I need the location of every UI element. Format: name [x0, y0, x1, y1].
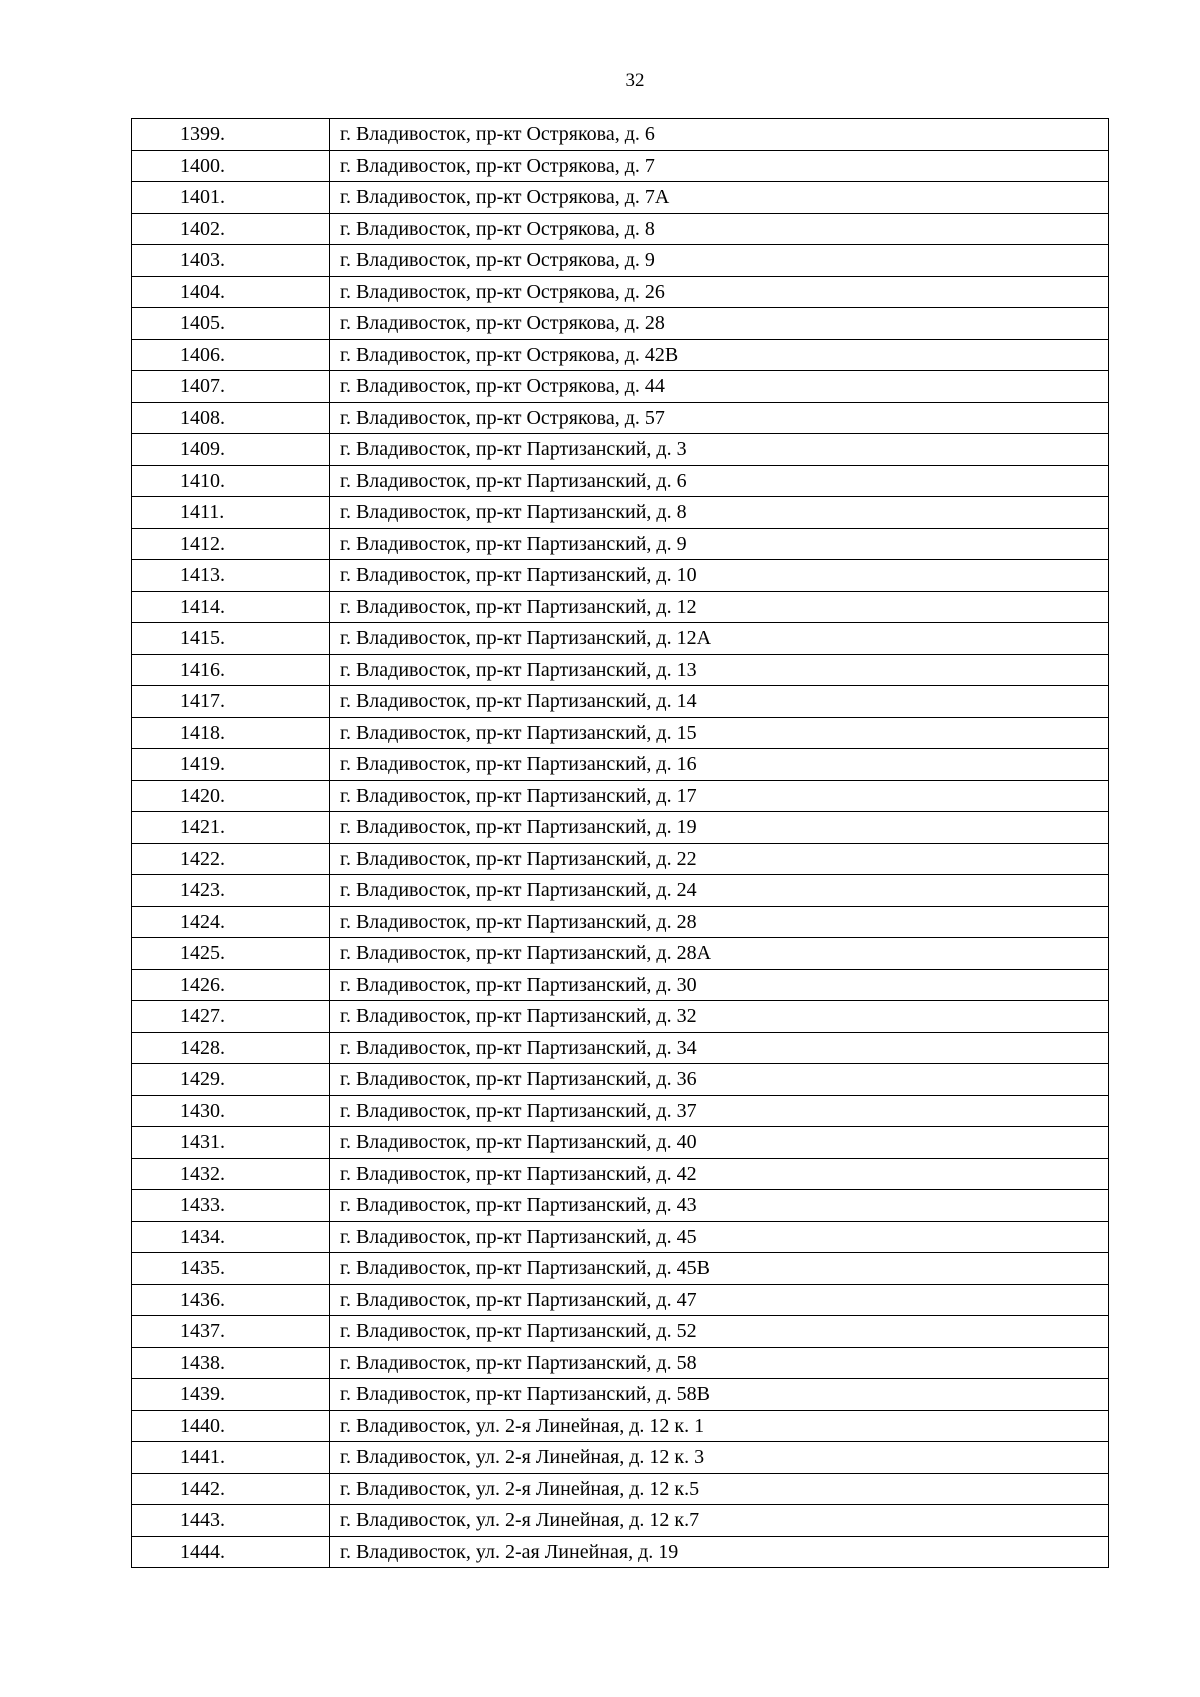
table-row — [132, 150, 1109, 182]
address-cell: г. Владивосток, пр-кт Острякова, д. 9 — [330, 245, 1109, 277]
row-number-cell: 1423. — [132, 875, 330, 907]
address-cell: г. Владивосток, пр-кт Партизанский, д. 32 — [330, 1001, 1109, 1033]
row-number-cell: 1402. — [132, 213, 330, 245]
table-row — [132, 686, 1109, 718]
table-row — [132, 1158, 1109, 1190]
row-number-cell: 1441. — [132, 1442, 330, 1474]
address-cell: г. Владивосток, пр-кт Партизанский, д. 40 — [330, 1127, 1109, 1159]
row-number-cell: 1431. — [132, 1127, 330, 1159]
row-number-cell: 1437. — [132, 1316, 330, 1348]
row-number-cell: 1412. — [132, 528, 330, 560]
address-table-body — [132, 119, 1109, 1568]
address-cell: г. Владивосток, пр-кт Партизанский, д. 58 — [330, 1347, 1109, 1379]
address-cell: г. Владивосток, пр-кт Партизанский, д. 16 — [330, 749, 1109, 781]
address-cell: г. Владивосток, пр-кт Острякова, д. 6 — [330, 119, 1109, 151]
row-number-cell: 1430. — [132, 1095, 330, 1127]
address-cell: г. Владивосток, пр-кт Партизанский, д. 13 — [330, 654, 1109, 686]
address-cell: г. Владивосток, пр-кт Партизанский, д. 52 — [330, 1316, 1109, 1348]
address-cell: г. Владивосток, пр-кт Партизанский, д. 28А — [330, 938, 1109, 970]
table-row — [132, 1127, 1109, 1159]
row-number-cell: 1416. — [132, 654, 330, 686]
table-row — [132, 780, 1109, 812]
address-cell: г. Владивосток, пр-кт Партизанский, д. 42 — [330, 1158, 1109, 1190]
address-cell: г. Владивосток, пр-кт Партизанский, д. 8 — [330, 497, 1109, 529]
table-row — [132, 1379, 1109, 1411]
table-row — [132, 843, 1109, 875]
row-number-cell: 1444. — [132, 1536, 330, 1568]
row-number-cell: 1442. — [132, 1473, 330, 1505]
table-row — [132, 182, 1109, 214]
table-row — [132, 213, 1109, 245]
table-row — [132, 1095, 1109, 1127]
address-cell: г. Владивосток, пр-кт Партизанский, д. 19 — [330, 812, 1109, 844]
address-cell: г. Владивосток, пр-кт Партизанский, д. 3 — [330, 434, 1109, 466]
address-cell: г. Владивосток, пр-кт Партизанский, д. 9 — [330, 528, 1109, 560]
address-cell: г. Владивосток, пр-кт Острякова, д. 44 — [330, 371, 1109, 403]
address-cell: г. Владивосток, пр-кт Острякова, д. 7А — [330, 182, 1109, 214]
address-cell: г. Владивосток, пр-кт Партизанский, д. 14 — [330, 686, 1109, 718]
row-number-cell: 1426. — [132, 969, 330, 1001]
address-cell: г. Владивосток, пр-кт Партизанский, д. 43 — [330, 1190, 1109, 1222]
table-row — [132, 1505, 1109, 1537]
row-number-cell: 1409. — [132, 434, 330, 466]
address-cell: г. Владивосток, пр-кт Острякова, д. 42В — [330, 339, 1109, 371]
row-number-cell: 1403. — [132, 245, 330, 277]
table-row — [132, 623, 1109, 655]
table-row — [132, 434, 1109, 466]
address-cell: г. Владивосток, пр-кт Партизанский, д. 30 — [330, 969, 1109, 1001]
table-row — [132, 1284, 1109, 1316]
table-row — [132, 1064, 1109, 1096]
address-cell: г. Владивосток, пр-кт Партизанский, д. 10 — [330, 560, 1109, 592]
row-number-cell: 1419. — [132, 749, 330, 781]
row-number-cell: 1418. — [132, 717, 330, 749]
table-row — [132, 969, 1109, 1001]
table-row — [132, 654, 1109, 686]
row-number-cell: 1411. — [132, 497, 330, 529]
address-cell: г. Владивосток, пр-кт Партизанский, д. 15 — [330, 717, 1109, 749]
table-row — [132, 1190, 1109, 1222]
table-row — [132, 1316, 1109, 1348]
row-number-cell: 1435. — [132, 1253, 330, 1285]
page-number: 32 — [625, 70, 645, 91]
table-row — [132, 276, 1109, 308]
row-number-cell: 1410. — [132, 465, 330, 497]
table-row — [132, 245, 1109, 277]
address-cell: г. Владивосток, пр-кт Острякова, д. 57 — [330, 402, 1109, 434]
row-number-cell: 1438. — [132, 1347, 330, 1379]
address-cell: г. Владивосток, пр-кт Острякова, д. 8 — [330, 213, 1109, 245]
address-cell: г. Владивосток, пр-кт Партизанский, д. 37 — [330, 1095, 1109, 1127]
address-cell: г. Владивосток, пр-кт Партизанский, д. 58В — [330, 1379, 1109, 1411]
table-row — [132, 1442, 1109, 1474]
row-number-cell: 1433. — [132, 1190, 330, 1222]
row-number-cell: 1427. — [132, 1001, 330, 1033]
address-cell: г. Владивосток, пр-кт Партизанский, д. 12А — [330, 623, 1109, 655]
table-row — [132, 938, 1109, 970]
address-cell: г. Владивосток, пр-кт Партизанский, д. 22 — [330, 843, 1109, 875]
address-cell: г. Владивосток, пр-кт Партизанский, д. 24 — [330, 875, 1109, 907]
table-row — [132, 1410, 1109, 1442]
table-row — [132, 906, 1109, 938]
row-number-cell: 1436. — [132, 1284, 330, 1316]
row-number-cell: 1401. — [132, 182, 330, 214]
row-number-cell: 1417. — [132, 686, 330, 718]
row-number-cell: 1432. — [132, 1158, 330, 1190]
row-number-cell: 1434. — [132, 1221, 330, 1253]
row-number-cell: 1440. — [132, 1410, 330, 1442]
row-number-cell: 1422. — [132, 843, 330, 875]
address-cell: г. Владивосток, ул. 2-я Линейная, д. 12 к.7 — [330, 1505, 1109, 1537]
row-number-cell: 1405. — [132, 308, 330, 340]
address-cell: г. Владивосток, пр-кт Острякова, д. 26 — [330, 276, 1109, 308]
row-number-cell: 1420. — [132, 780, 330, 812]
row-number-cell: 1421. — [132, 812, 330, 844]
address-cell: г. Владивосток, пр-кт Острякова, д. 28 — [330, 308, 1109, 340]
row-number-cell: 1407. — [132, 371, 330, 403]
address-cell: г. Владивосток, пр-кт Партизанский, д. 28 — [330, 906, 1109, 938]
table-row — [132, 749, 1109, 781]
table-row — [132, 465, 1109, 497]
table-row — [132, 560, 1109, 592]
address-cell: г. Владивосток, пр-кт Партизанский, д. 34 — [330, 1032, 1109, 1064]
address-cell: г. Владивосток, пр-кт Партизанский, д. 45В — [330, 1253, 1109, 1285]
address-cell: г. Владивосток, ул. 2-я Линейная, д. 12 к. 1 — [330, 1410, 1109, 1442]
row-number-cell: 1406. — [132, 339, 330, 371]
row-number-cell: 1415. — [132, 623, 330, 655]
table-row — [132, 591, 1109, 623]
row-number-cell: 1399. — [132, 119, 330, 151]
table-row — [132, 875, 1109, 907]
address-cell: г. Владивосток, ул. 2-я Линейная, д. 12 к. 3 — [330, 1442, 1109, 1474]
row-number-cell: 1443. — [132, 1505, 330, 1537]
row-number-cell: 1424. — [132, 906, 330, 938]
address-cell: г. Владивосток, ул. 2-ая Линейная, д. 19 — [330, 1536, 1109, 1568]
table-row — [132, 339, 1109, 371]
table-row — [132, 371, 1109, 403]
address-cell: г. Владивосток, пр-кт Острякова, д. 7 — [330, 150, 1109, 182]
row-number-cell: 1425. — [132, 938, 330, 970]
table-row — [132, 1032, 1109, 1064]
table-row — [132, 812, 1109, 844]
row-number-cell: 1408. — [132, 402, 330, 434]
address-cell: г. Владивосток, пр-кт Партизанский, д. 45 — [330, 1221, 1109, 1253]
address-cell: г. Владивосток, пр-кт Партизанский, д. 47 — [330, 1284, 1109, 1316]
row-number-cell: 1428. — [132, 1032, 330, 1064]
address-cell: г. Владивосток, пр-кт Партизанский, д. 36 — [330, 1064, 1109, 1096]
table-row — [132, 1536, 1109, 1568]
table-row — [132, 402, 1109, 434]
address-cell: г. Владивосток, пр-кт Партизанский, д. 17 — [330, 780, 1109, 812]
table-row — [132, 528, 1109, 560]
table-row — [132, 1347, 1109, 1379]
table-row — [132, 717, 1109, 749]
address-table — [131, 118, 1109, 1568]
table-row — [132, 1221, 1109, 1253]
row-number-cell: 1400. — [132, 150, 330, 182]
row-number-cell: 1404. — [132, 276, 330, 308]
table-row — [132, 119, 1109, 151]
row-number-cell: 1429. — [132, 1064, 330, 1096]
table-row — [132, 1253, 1109, 1285]
table-row — [132, 308, 1109, 340]
address-cell: г. Владивосток, пр-кт Партизанский, д. 12 — [330, 591, 1109, 623]
address-cell: г. Владивосток, пр-кт Партизанский, д. 6 — [330, 465, 1109, 497]
row-number-cell: 1439. — [132, 1379, 330, 1411]
address-cell: г. Владивосток, ул. 2-я Линейная, д. 12 к.5 — [330, 1473, 1109, 1505]
row-number-cell: 1413. — [132, 560, 330, 592]
table-row — [132, 1473, 1109, 1505]
table-row — [132, 497, 1109, 529]
table-row — [132, 1001, 1109, 1033]
row-number-cell: 1414. — [132, 591, 330, 623]
